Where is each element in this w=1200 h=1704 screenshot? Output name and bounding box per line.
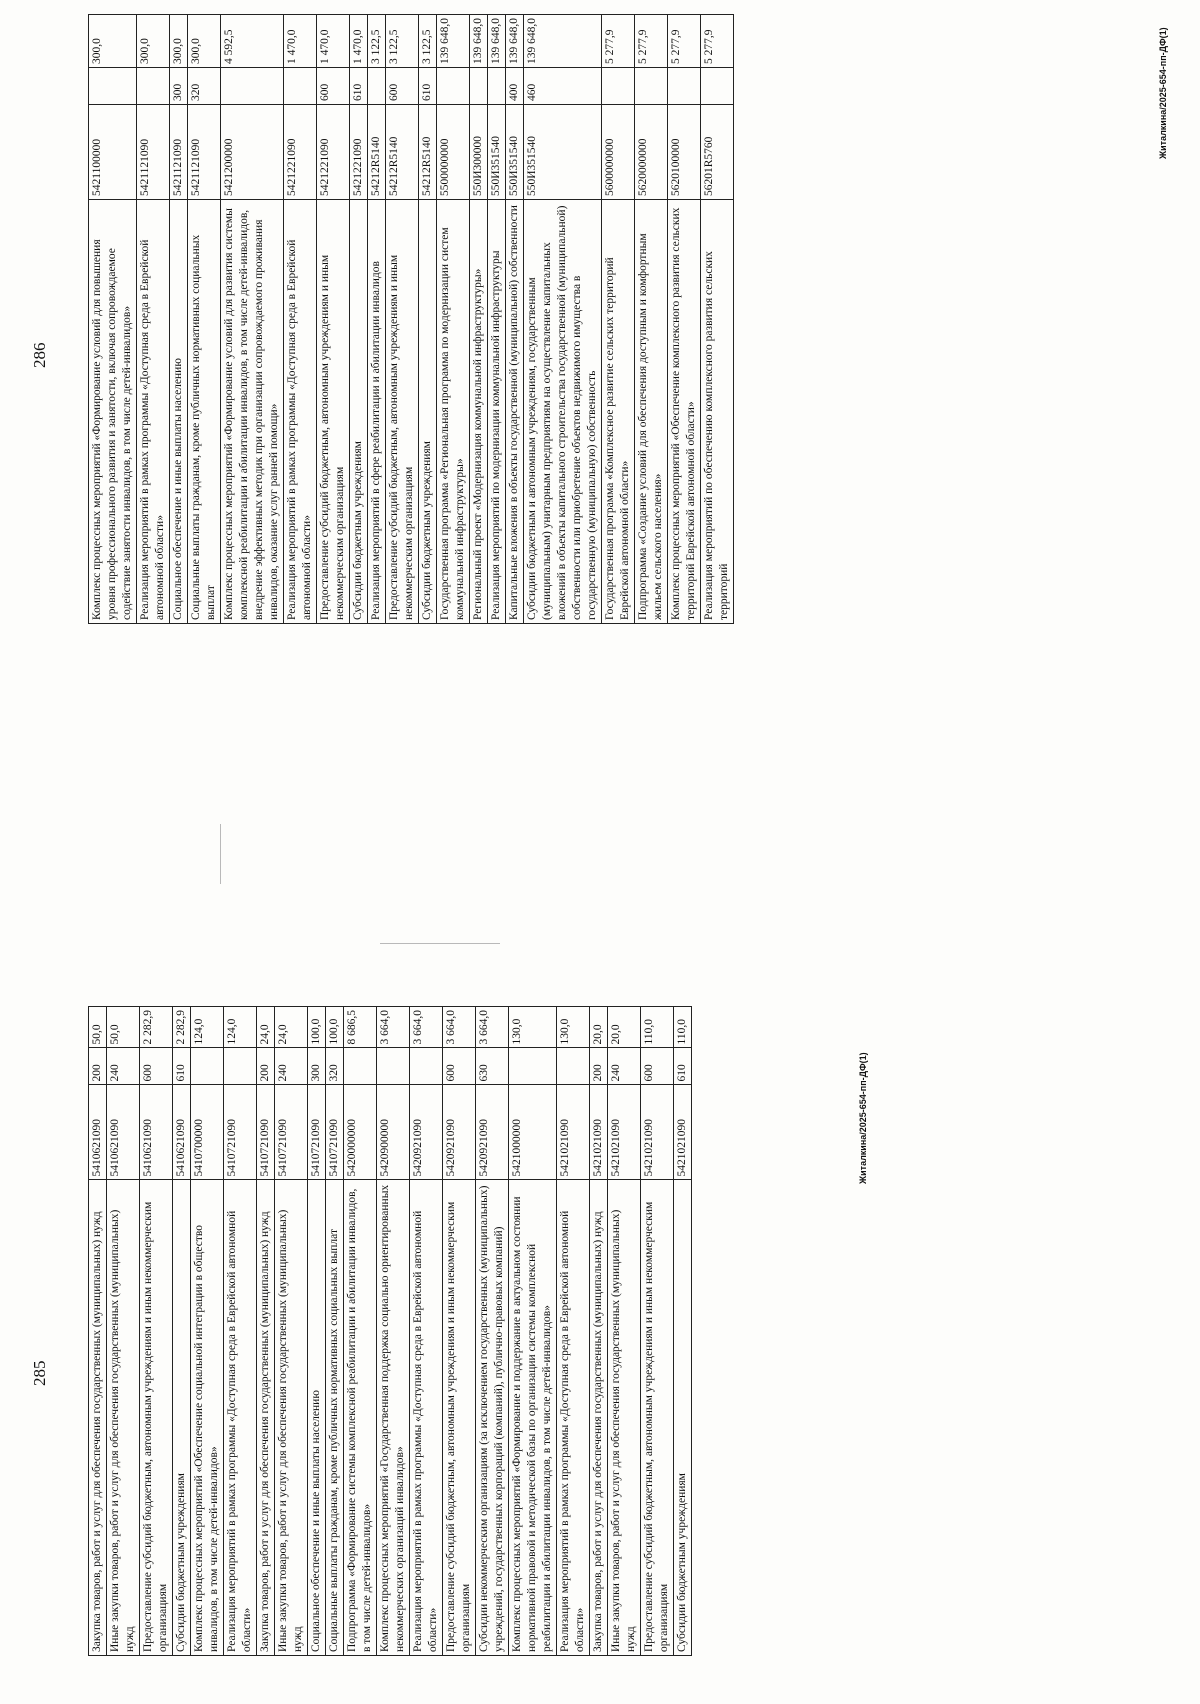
cell-type <box>410 1048 443 1085</box>
table-row <box>317 15 350 624</box>
cell-name: Региональный проект «Модернизация коммунальной инфраструктуры» <box>470 200 488 624</box>
cell-type: 200 <box>257 1048 275 1085</box>
cell-name: Предоставление субсидий бюджетным, автономным учреждениям и иным некоммерческим организациям <box>140 1180 173 1656</box>
cell-name: Субсидии бюджетным и автономным учреждениям, государственным (муниципальным) унитарным предприятиям на осуществление капитальных вложений в объекты капитального строительства государственной (муниципальной) собственности или приобретение объектов недвижимого имущества в государственную (муниципальную) собственность <box>524 200 602 624</box>
cell-amount: 5 277,9 <box>602 15 635 68</box>
cell-code: 5421000000 <box>509 1085 557 1180</box>
cell-code: 5410721090 <box>308 1085 326 1180</box>
cell-code: 56201R5760 <box>701 105 734 200</box>
cell-name: Иные закупки товаров, работ и услуг для обеспечения государственных (муниципальных) нужд <box>275 1180 308 1656</box>
cell-type: 320 <box>188 68 221 105</box>
cell-name: Социальные выплаты гражданам, кроме публичных нормативных социальных выплат <box>326 1180 344 1656</box>
table-row <box>224 1007 257 1656</box>
cell-amount: 2 282,9 <box>173 1007 191 1049</box>
cell-code: 54212R5140 <box>386 105 419 200</box>
cell-amount: 100,0 <box>308 1007 326 1049</box>
table-row <box>170 15 188 624</box>
table-row <box>191 1007 224 1656</box>
cell-code: 5410621090 <box>89 1085 107 1180</box>
table-row <box>386 15 419 624</box>
cell-type <box>602 68 635 105</box>
cell-amount: 50,0 <box>89 1007 107 1049</box>
table-row <box>326 1007 344 1656</box>
cell-amount: 5 277,9 <box>668 15 701 68</box>
cell-type <box>221 68 284 105</box>
cell-name: Субсидии бюджетным учреждениям <box>674 1180 692 1656</box>
cell-type <box>344 1048 377 1085</box>
cell-type: 320 <box>326 1048 344 1085</box>
cell-type <box>284 68 317 105</box>
cell-name: Реализация мероприятий в рамках программы «Доступная среда в Еврейской автономной области» <box>557 1180 590 1656</box>
cell-name: Социальные выплаты гражданам, кроме публичных нормативных социальных выплат <box>188 200 221 624</box>
scan-artifact-line <box>380 943 500 944</box>
cell-amount: 110,0 <box>674 1007 692 1049</box>
cell-code: 5421221090 <box>284 105 317 200</box>
cell-name: Предоставление субсидий бюджетным, автономным учреждениям и иным некоммерческим организациям <box>641 1180 674 1656</box>
cell-code: 5421021090 <box>608 1085 641 1180</box>
cell-name: Реализация мероприятий в рамках программы «Доступная среда в Еврейской автономной области» <box>224 1180 257 1656</box>
cell-code: 54212R5140 <box>368 105 386 200</box>
cell-code: 5421121090 <box>170 105 188 200</box>
cell-type: 610 <box>173 1048 191 1085</box>
table-row <box>641 1007 674 1656</box>
table-row <box>344 1007 377 1656</box>
table-row <box>89 15 137 624</box>
cell-name: Подпрограмма «Формирование системы комплексной реабилитации и абилитации инвалидов, в том числе детей-инвалидов» <box>344 1180 377 1656</box>
footer-code-right: Житалкина/2025-654-пп-ДФ(1) <box>1158 27 1168 159</box>
cell-amount: 124,0 <box>191 1007 224 1049</box>
cell-amount: 2 282,9 <box>140 1007 173 1049</box>
cell-amount: 1 470,0 <box>284 15 317 68</box>
cell-type: 600 <box>443 1048 476 1085</box>
cell-type <box>89 68 137 105</box>
cell-code: 5410621090 <box>107 1085 140 1180</box>
table-row <box>476 1007 509 1656</box>
cell-type <box>701 68 734 105</box>
table-row <box>524 15 602 624</box>
cell-name: Реализация мероприятий в рамках программы «Доступная среда в Еврейской автономной области» <box>284 200 317 624</box>
cell-code: 550И300000 <box>470 105 488 200</box>
cell-type <box>488 68 506 105</box>
table-row <box>701 15 734 624</box>
table-row <box>509 1007 557 1656</box>
cell-code: 550И351540 <box>506 105 524 200</box>
table-row <box>674 1007 692 1656</box>
cell-amount: 139 648,0 <box>488 15 506 68</box>
cell-type <box>509 1048 557 1085</box>
cell-amount: 3 664,0 <box>410 1007 443 1049</box>
cell-name: Иные закупки товаров, работ и услуг для обеспечения государственных (муниципальных) нужд <box>107 1180 140 1656</box>
cell-type <box>635 68 668 105</box>
cell-code: 5410721090 <box>257 1085 275 1180</box>
cell-name: Социальное обеспечение и иные выплаты населению <box>170 200 188 624</box>
cell-name: Реализация мероприятий по обеспечению комплексного развития сельских территорий <box>701 200 734 624</box>
cell-type <box>137 68 170 105</box>
cell-code: 5620000000 <box>635 105 668 200</box>
cell-name: Реализация мероприятий в рамках программы «Доступная среда в Еврейской автономной области» <box>137 200 170 624</box>
cell-name: Социальное обеспечение и иные выплаты населению <box>308 1180 326 1656</box>
cell-amount: 139 648,0 <box>506 15 524 68</box>
cell-amount: 24,0 <box>257 1007 275 1049</box>
table-row <box>506 15 524 624</box>
cell-code: 5410721090 <box>224 1085 257 1180</box>
cell-amount: 3 664,0 <box>443 1007 476 1049</box>
cell-type: 600 <box>317 68 350 105</box>
cell-amount: 20,0 <box>608 1007 641 1049</box>
cell-amount: 124,0 <box>224 1007 257 1049</box>
cell-code: 5421200000 <box>221 105 284 200</box>
table-row <box>470 15 488 624</box>
cell-code: 5600000000 <box>602 105 635 200</box>
table-row <box>557 1007 590 1656</box>
scan-artifact-line <box>220 824 221 884</box>
cell-name: Предоставление субсидий бюджетным, автономным учреждениям и иным некоммерческим организациям <box>386 200 419 624</box>
cell-code: 5421021090 <box>557 1085 590 1180</box>
cell-type: 600 <box>641 1048 674 1085</box>
cell-type <box>557 1048 590 1085</box>
cell-amount: 300,0 <box>89 15 137 68</box>
cell-amount: 5 277,9 <box>701 15 734 68</box>
cell-type: 200 <box>89 1048 107 1085</box>
table-row <box>488 15 506 624</box>
cell-amount: 3 122,5 <box>419 15 437 68</box>
cell-amount: 139 648,0 <box>470 15 488 68</box>
cell-name: Предоставление субсидий бюджетным, автономным учреждениям и иным некоммерческим организациям <box>317 200 350 624</box>
cell-amount: 1 470,0 <box>317 15 350 68</box>
budget-table-right <box>88 14 734 624</box>
cell-type <box>191 1048 224 1085</box>
table-row <box>89 1007 107 1656</box>
cell-code: 550И351540 <box>488 105 506 200</box>
cell-amount: 100,0 <box>326 1007 344 1049</box>
cell-type <box>368 68 386 105</box>
cell-name: Реализация мероприятий по модернизации коммунальной инфраструктуры <box>488 200 506 624</box>
table-row <box>443 1007 476 1656</box>
cell-name: Субсидии бюджетным учреждениям <box>350 200 368 624</box>
cell-amount: 110,0 <box>641 1007 674 1049</box>
cell-amount: 3 122,5 <box>368 15 386 68</box>
table-row <box>437 15 470 624</box>
cell-amount: 300,0 <box>188 15 221 68</box>
cell-name: Субсидии некоммерческим организациям (за исключением государственных (муниципальных) учреждений, государственных корпораций (компаний), публично-правовых компаний) <box>476 1180 509 1656</box>
cell-name: Реализация мероприятий в сфере реабилитации и абилитации инвалидов <box>368 200 386 624</box>
table-row <box>668 15 701 624</box>
cell-code: 5420921090 <box>443 1085 476 1180</box>
table-row <box>590 1007 608 1656</box>
cell-name: Закупка товаров, работ и услуг для обеспечения государственных (муниципальных) нужд <box>257 1180 275 1656</box>
budget-table-left <box>88 1006 692 1656</box>
cell-type: 460 <box>524 68 602 105</box>
page-number-left: 285 <box>30 1360 49 1386</box>
cell-amount: 300,0 <box>170 15 188 68</box>
cell-amount: 4 592,5 <box>221 15 284 68</box>
cell-code: 5620100000 <box>668 105 701 200</box>
cell-name: Предоставление субсидий бюджетным, автономным учреждениям и иным некоммерческим организациям <box>443 1180 476 1656</box>
cell-name: Комплекс процессных мероприятий «Формирование условий для развития системы комплексной реабилитации и абилитации инвалидов, в том числе детей-инвалидов, внедрение эффективных методик при организации сопровождаемого проживания инвалидов, оказание услуг ранней помощи» <box>221 200 284 624</box>
cell-name: Комплекс процессных мероприятий «Формирование условий для повышения уровня профессионального развития и занятости, включая сопровождаемое содействие занятости инвалидов, в том числе детей-инвалидов» <box>89 200 137 624</box>
cell-code: 550И351540 <box>524 105 602 200</box>
cell-name: Государственная программа «Комплексное развитие сельских территорий Еврейской автономной области» <box>602 200 635 624</box>
cell-amount: 130,0 <box>557 1007 590 1049</box>
cell-amount: 5 277,9 <box>635 15 668 68</box>
cell-type <box>377 1048 410 1085</box>
cell-amount: 139 648,0 <box>524 15 602 68</box>
cell-type: 240 <box>107 1048 140 1085</box>
cell-code: 5410700000 <box>191 1085 224 1180</box>
cell-type: 300 <box>308 1048 326 1085</box>
cell-code: 5421021090 <box>674 1085 692 1180</box>
cell-type <box>224 1048 257 1085</box>
cell-amount: 1 470,0 <box>350 15 368 68</box>
cell-amount: 24,0 <box>275 1007 308 1049</box>
table-row <box>308 1007 326 1656</box>
table-row <box>608 1007 641 1656</box>
cell-type <box>437 68 470 105</box>
cell-amount: 50,0 <box>107 1007 140 1049</box>
cell-name: Иные закупки товаров, работ и услуг для обеспечения государственных (муниципальных) нужд <box>608 1180 641 1656</box>
cell-type: 240 <box>608 1048 641 1085</box>
cell-type: 240 <box>275 1048 308 1085</box>
cell-code: 5421121090 <box>137 105 170 200</box>
cell-type: 400 <box>506 68 524 105</box>
table-row <box>419 15 437 624</box>
cell-name: Комплекс процессных мероприятий «Обеспечение комплексного развития сельских территорий Еврейской автономной области» <box>668 200 701 624</box>
cell-name: Комплекс процессных мероприятий «Обеспечение социальной интеграции в общество инвалидов, в том числе детей-инвалидов» <box>191 1180 224 1656</box>
table-row <box>410 1007 443 1656</box>
cell-amount: 3 122,5 <box>386 15 419 68</box>
cell-code: 5421221090 <box>317 105 350 200</box>
cell-code: 5420900000 <box>377 1085 410 1180</box>
cell-code: 5420921090 <box>476 1085 509 1180</box>
table-row <box>188 15 221 624</box>
table-row <box>140 1007 173 1656</box>
cell-type: 600 <box>386 68 419 105</box>
cell-code: 5421221090 <box>350 105 368 200</box>
table-row <box>221 15 284 624</box>
table-row <box>107 1007 140 1656</box>
cell-type: 610 <box>350 68 368 105</box>
cell-amount: 139 648,0 <box>437 15 470 68</box>
table-row <box>350 15 368 624</box>
cell-type: 630 <box>476 1048 509 1085</box>
cell-type: 300 <box>170 68 188 105</box>
cell-code: 5410721090 <box>326 1085 344 1180</box>
page-number-right: 286 <box>30 342 49 368</box>
cell-name: Субсидии бюджетным учреждениям <box>173 1180 191 1656</box>
cell-name: Комплекс процессных мероприятий «Государственная поддержка социально ориентированных некоммерческих организаций инвалидов» <box>377 1180 410 1656</box>
cell-code: 5500000000 <box>437 105 470 200</box>
cell-amount: 20,0 <box>590 1007 608 1049</box>
cell-code: 54212R5140 <box>419 105 437 200</box>
cell-amount: 8 686,5 <box>344 1007 377 1049</box>
table-row <box>275 1007 308 1656</box>
cell-type: 610 <box>674 1048 692 1085</box>
footer-code-left: Житалкина/2025-654-пп-ДФ(1) <box>858 1052 868 1184</box>
cell-type: 200 <box>590 1048 608 1085</box>
cell-name: Комплекс процессных мероприятий «Формирование и поддержание в актуальном состоянии нормативной правовой и методической базы по организации системы комплексной реабилитации и абилитации инвалидов, в том числе детей-инвалидов» <box>509 1180 557 1656</box>
cell-amount: 3 664,0 <box>377 1007 410 1049</box>
cell-code: 5421021090 <box>590 1085 608 1180</box>
table-row <box>284 15 317 624</box>
table-row <box>635 15 668 624</box>
cell-name: Субсидии бюджетным учреждениям <box>419 200 437 624</box>
cell-code: 5420921090 <box>410 1085 443 1180</box>
cell-amount: 300,0 <box>137 15 170 68</box>
cell-code: 5410621090 <box>140 1085 173 1180</box>
table-row <box>377 1007 410 1656</box>
cell-type: 600 <box>140 1048 173 1085</box>
cell-code: 5420000000 <box>344 1085 377 1180</box>
cell-name: Государственная программа «Региональная программа по модернизации систем коммунальной инфраструктуры» <box>437 200 470 624</box>
cell-type <box>470 68 488 105</box>
cell-code: 5421021090 <box>641 1085 674 1180</box>
cell-name: Подпрограмма «Создание условий для обеспечения доступным и комфортным жильем сельского населения» <box>635 200 668 624</box>
table-row <box>602 15 635 624</box>
table-row <box>368 15 386 624</box>
cell-amount: 3 664,0 <box>476 1007 509 1049</box>
table-row <box>137 15 170 624</box>
cell-name: Закупка товаров, работ и услуг для обеспечения государственных (муниципальных) нужд <box>89 1180 107 1656</box>
cell-code: 5410621090 <box>173 1085 191 1180</box>
table-row <box>257 1007 275 1656</box>
cell-name: Капитальные вложения в объекты государственной (муниципальной) собственности <box>506 200 524 624</box>
cell-code: 5410721090 <box>275 1085 308 1180</box>
cell-name: Реализация мероприятий в рамках программы «Доступная среда в Еврейской автономной области» <box>410 1180 443 1656</box>
cell-code: 5421100000 <box>89 105 137 200</box>
table-row <box>173 1007 191 1656</box>
cell-code: 5421121090 <box>188 105 221 200</box>
cell-type <box>668 68 701 105</box>
cell-type: 610 <box>419 68 437 105</box>
cell-amount: 130,0 <box>509 1007 557 1049</box>
cell-name: Закупка товаров, работ и услуг для обеспечения государственных (муниципальных) нужд <box>590 1180 608 1656</box>
